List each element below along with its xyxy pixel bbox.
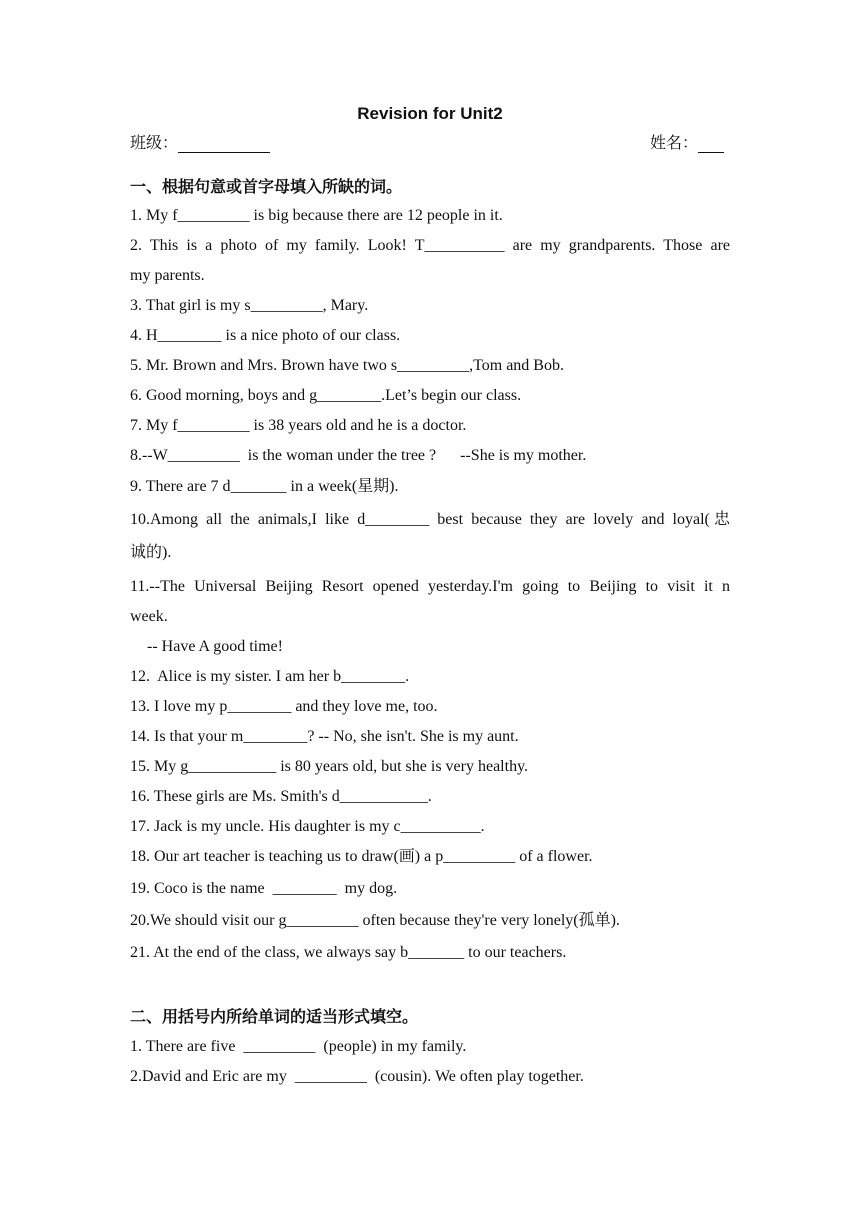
- question-line: 7. My f_________ is 38 years old and he is a doctor.: [130, 417, 467, 434]
- question-line: 2. This is a photo of my family. Look! T__________ are my grandparents. Those are: [130, 237, 730, 254]
- question-line: 2.David and Eric are my _________ (cousin). We often play together.: [130, 1068, 584, 1085]
- question-line: 12. Alice is my sister. I am her b________.: [130, 668, 410, 685]
- class-field: [130, 130, 270, 153]
- question-line: 3. That girl is my s_________, Mary.: [130, 297, 369, 314]
- question-line: 10.Among all the animals,I like d________ best because they are lovely and loyal(忠: [130, 511, 730, 528]
- question-line: 8.--W_________ is the woman under the tree ? --She is my mother.: [130, 447, 587, 464]
- section-2-heading: 二、用括号内所给单词的适当形式填空。: [130, 1007, 419, 1026]
- name-field: [650, 130, 724, 153]
- question-line: 13. I love my p________ and they love me, too.: [130, 698, 438, 715]
- question-line: 16. These girls are Ms. Smith's d___________.: [130, 788, 432, 805]
- question-line: -- Have A good time!: [147, 638, 283, 655]
- question-line: 15. My g___________ is 80 years old, but she is very healthy.: [130, 758, 529, 775]
- question-line: 4. H________ is a nice photo of our class.: [130, 327, 401, 344]
- name-label: 姓名：: [650, 135, 699, 152]
- question-line: 9. There are 7 d_______ in a week(星期).: [130, 478, 399, 495]
- question-line: 17. Jack is my uncle. His daughter is my c__________.: [130, 818, 485, 835]
- class-blank: [178, 134, 270, 153]
- question-line: 1. My f_________ is big because there are 12 people in it.: [130, 207, 503, 224]
- question-line: 诚的).: [130, 544, 172, 561]
- question-line: 14. Is that your m________? -- No, she isn't. She is my aunt.: [130, 728, 519, 745]
- question-line: 1. There are five _________ (people) in my family.: [130, 1038, 467, 1055]
- section-1-heading: 一、根据句意或首字母填入所缺的词。: [130, 177, 403, 196]
- name-blank: [698, 134, 724, 153]
- question-line: my parents.: [130, 267, 205, 284]
- question-line: week.: [130, 608, 168, 625]
- question-line: 6. Good morning, boys and g________.Let’s begin our class.: [130, 387, 522, 404]
- page-title: Revision for Unit2: [357, 104, 503, 123]
- question-line: 11.--The Universal Beijing Resort opened yesterday.I'm going to Beijing to visit it n: [130, 578, 730, 595]
- question-line: 20.We should visit our g_________ often because they're very lonely(孤单).: [130, 912, 620, 929]
- question-line: 21. At the end of the class, we always say b_______ to our teachers.: [130, 944, 567, 961]
- question-line: 5. Mr. Brown and Mrs. Brown have two s_________,Tom and Bob.: [130, 357, 564, 374]
- question-line: 18. Our art teacher is teaching us to draw(画) a p_________ of a flower.: [130, 848, 593, 865]
- question-line: 19. Coco is the name ________ my dog.: [130, 880, 398, 897]
- class-label: 班级：: [130, 135, 179, 152]
